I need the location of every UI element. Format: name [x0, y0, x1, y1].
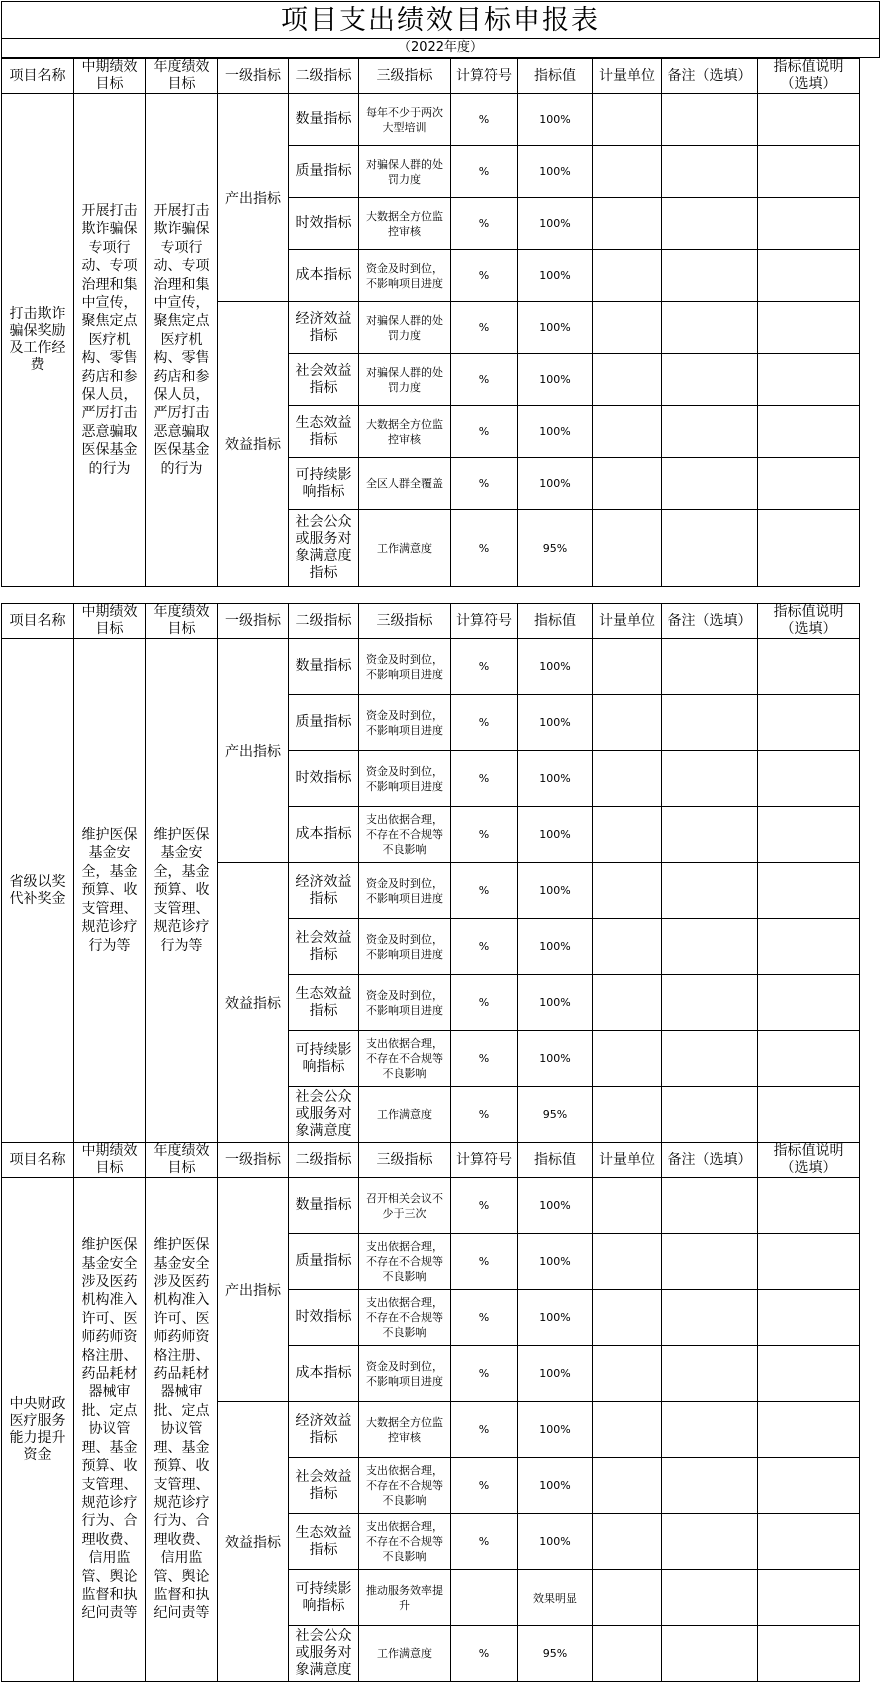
value-note-cell: [758, 250, 860, 302]
value-note-cell: [758, 1626, 860, 1682]
remark-cell: [662, 198, 758, 250]
indicator-value-social: 100%: [518, 1458, 593, 1514]
value-header: 指标值: [518, 59, 593, 94]
calc-symbol-economic: %: [451, 863, 518, 919]
indicator-value-satisfaction: 95%: [518, 1087, 593, 1143]
indicator-value-economic: 100%: [518, 302, 593, 354]
header-row: [2, 604, 860, 639]
level2-indicator-cost: 成本指标: [289, 250, 359, 302]
value-note-cell: [758, 146, 860, 198]
value-note-cell: [758, 1031, 860, 1087]
value-note-cell: [758, 302, 860, 354]
calc-symbol-satisfaction: %: [451, 510, 518, 587]
value-note-cell: [758, 807, 860, 863]
output-indicator-label: 产出指标: [218, 639, 289, 863]
level3-indicator-cost: 资金及时到位，不影响项目进度: [359, 1346, 451, 1402]
unit-cell: [593, 198, 662, 250]
indicator-value-economic: 100%: [518, 863, 593, 919]
indicator-value-timeliness: 100%: [518, 198, 593, 250]
unit-header: 计量单位: [593, 59, 662, 94]
calc-symbol-quality: %: [451, 146, 518, 198]
calc-symbol-count: %: [451, 639, 518, 695]
calc-symbol-sustainable: %: [451, 1031, 518, 1087]
unit-cell: [593, 975, 662, 1031]
mid-term-goal: 开展打击欺诈骗保专项行动、专项治理和集中宣传，聚焦定点医疗机构、零售药店和参保人员，严厉打击恶意骗取医保基金的行为: [74, 94, 146, 587]
remark-cell: [662, 919, 758, 975]
level3-indicator-ecological: 大数据全方位监控审核: [359, 406, 451, 458]
value-note-cell: [758, 1458, 860, 1514]
indicator-value-sustainable: 100%: [518, 1031, 593, 1087]
annual-goal: 开展打击欺诈骗保专项行动、专项治理和集中宣传，聚焦定点医疗机构、零售药店和参保人员，严厉打击恶意骗取医保基金的行为: [146, 94, 218, 587]
unit-cell: [593, 1346, 662, 1402]
unit-cell: [593, 863, 662, 919]
annual-goal-header: 年度绩效目标: [146, 59, 218, 94]
calc-symbol-satisfaction: %: [451, 1626, 518, 1682]
level2-indicator-count: 数量指标: [289, 1178, 359, 1234]
level2-indicator-timeliness: 时效指标: [289, 751, 359, 807]
indicator-value-ecological: 100%: [518, 406, 593, 458]
calc-symbol-timeliness: %: [451, 198, 518, 250]
value-note-cell: [758, 975, 860, 1031]
header-row: [2, 59, 860, 94]
level3-indicator-quality: 支出依据合理，不存在不合规等不良影响: [359, 1234, 451, 1290]
remark-cell: [662, 354, 758, 406]
value-note-cell: [758, 458, 860, 510]
calc-symbol-ecological: %: [451, 406, 518, 458]
indicator-value-quality: 100%: [518, 146, 593, 198]
level3-indicator-quality: 资金及时到位，不影响项目进度: [359, 695, 451, 751]
unit-cell: [593, 1087, 662, 1143]
remark-cell: [662, 1087, 758, 1143]
indicator-value-count: 100%: [518, 1178, 593, 1234]
value-note-cell: [758, 863, 860, 919]
unit-cell: [593, 1570, 662, 1626]
annual-goal-header: 年度绩效目标: [146, 1143, 218, 1178]
annual-goal: 维护医保基金安全，基金预算、收支管理、规范诊疗行为等: [146, 639, 218, 1143]
value-note-cell: [758, 510, 860, 587]
level2-indicator-sustainable: 可持续影响指标: [289, 1031, 359, 1087]
indicator-value-economic: 100%: [518, 1402, 593, 1458]
indicator-value-social: 100%: [518, 919, 593, 975]
indicator-value-cost: 100%: [518, 250, 593, 302]
header-row: [2, 1143, 860, 1178]
mid-term-goal: 维护医保基金安全涉及医药机构准入许可、医师药师资格注册、药品耗材器械审批、定点协议管理、基金预算、收支管理、规范诊疗行为、合理收费、信用监管、舆论监督和执纪问责等: [74, 1178, 146, 1682]
project-name: 打击欺诈骗保奖励及工作经费: [2, 94, 74, 587]
remark-cell: [662, 807, 758, 863]
project-table-1: [1, 58, 860, 587]
calc-symbol-cost: %: [451, 807, 518, 863]
value-header: 指标值: [518, 604, 593, 639]
remark-header: 备注（选填）: [662, 59, 758, 94]
calc-symbol-social: %: [451, 1458, 518, 1514]
indicator-value-satisfaction: 95%: [518, 510, 593, 587]
unit-cell: [593, 751, 662, 807]
level3-indicator-ecological: 支出依据合理，不存在不合规等不良影响: [359, 1514, 451, 1570]
value-note-cell: [758, 354, 860, 406]
indicator-value-timeliness: 100%: [518, 751, 593, 807]
indicator-value-timeliness: 100%: [518, 1290, 593, 1346]
unit-cell: [593, 510, 662, 587]
mid-goal-header: 中期绩效目标: [74, 1143, 146, 1178]
value-note-cell: [758, 695, 860, 751]
annual-goal: 维护医保基金安全涉及医药机构准入许可、医师药师资格注册、药品耗材器械审批、定点协议管理、基金预算、收支管理、规范诊疗行为、合理收费、信用监管、舆论监督和执纪问责等: [146, 1178, 218, 1682]
remark-cell: [662, 1570, 758, 1626]
level2-indicator-economic: 经济效益指标: [289, 1402, 359, 1458]
remark-cell: [662, 639, 758, 695]
unit-cell: [593, 250, 662, 302]
value-note-cell: [758, 1402, 860, 1458]
indicator-value-ecological: 100%: [518, 975, 593, 1031]
output-indicator-label: 产出指标: [218, 94, 289, 302]
unit-cell: [593, 302, 662, 354]
value-note-cell: [758, 1290, 860, 1346]
remark-cell: [662, 1626, 758, 1682]
level2-indicator-quality: 质量指标: [289, 695, 359, 751]
level3-indicator-satisfaction: 工作满意度: [359, 1087, 451, 1143]
value-note-header: 指标值说明（选填）: [758, 59, 860, 94]
project-name-header: 项目名称: [2, 59, 74, 94]
unit-cell: [593, 94, 662, 146]
calc-symbol-economic: %: [451, 1402, 518, 1458]
level2-indicator-quality: 质量指标: [289, 146, 359, 198]
level3-indicator-economic: 资金及时到位，不影响项目进度: [359, 863, 451, 919]
indicator-value-quality: 100%: [518, 695, 593, 751]
indicator-value-cost: 100%: [518, 1346, 593, 1402]
level2-header: 二级指标: [289, 604, 359, 639]
level3-indicator-satisfaction: 工作满意度: [359, 510, 451, 587]
symbol-header: 计算符号: [451, 604, 518, 639]
unit-cell: [593, 1234, 662, 1290]
remark-cell: [662, 510, 758, 587]
unit-cell: [593, 639, 662, 695]
level3-header: 三级指标: [359, 604, 451, 639]
level2-indicator-cost: 成本指标: [289, 807, 359, 863]
table-row: [2, 1178, 860, 1234]
benefit-indicator-label: 效益指标: [218, 863, 289, 1143]
unit-cell: [593, 458, 662, 510]
unit-cell: [593, 1626, 662, 1682]
project-name-header: 项目名称: [2, 1143, 74, 1178]
level3-indicator-quality: 对骗保人群的处罚力度: [359, 146, 451, 198]
level3-indicator-cost: 资金及时到位，不影响项目进度: [359, 250, 451, 302]
level2-indicator-satisfaction: 社会公众或服务对象满意度: [289, 1087, 359, 1143]
calc-symbol-cost: %: [451, 1346, 518, 1402]
level2-indicator-sustainable: 可持续影响指标: [289, 1570, 359, 1626]
unit-header: 计量单位: [593, 604, 662, 639]
symbol-header: 计算符号: [451, 1143, 518, 1178]
indicator-value-cost: 100%: [518, 807, 593, 863]
calc-symbol-sustainable: [451, 1570, 518, 1626]
unit-header: 计量单位: [593, 1143, 662, 1178]
mid-term-goal: 维护医保基金安全，基金预算、收支管理、规范诊疗行为等: [74, 639, 146, 1143]
level2-indicator-satisfaction: 社会公众或服务对象满意度指标: [289, 510, 359, 587]
indicator-value-ecological: 100%: [518, 1514, 593, 1570]
level3-indicator-cost: 支出依据合理，不存在不合规等不良影响: [359, 807, 451, 863]
indicator-value-sustainable: 100%: [518, 458, 593, 510]
remark-cell: [662, 406, 758, 458]
project-name: 省级以奖代补奖金: [2, 639, 74, 1143]
remark-cell: [662, 1031, 758, 1087]
value-note-header: 指标值说明（选填）: [758, 1143, 860, 1178]
value-note-header: 指标值说明（选填）: [758, 604, 860, 639]
calc-symbol-social: %: [451, 919, 518, 975]
level2-indicator-social: 社会效益指标: [289, 919, 359, 975]
level3-header: 三级指标: [359, 1143, 451, 1178]
unit-cell: [593, 1178, 662, 1234]
level1-header: 一级指标: [218, 604, 289, 639]
unit-cell: [593, 406, 662, 458]
value-note-cell: [758, 406, 860, 458]
level2-indicator-count: 数量指标: [289, 639, 359, 695]
unit-cell: [593, 354, 662, 406]
level2-header: 二级指标: [289, 59, 359, 94]
calc-symbol-ecological: %: [451, 1514, 518, 1570]
remark-header: 备注（选填）: [662, 1143, 758, 1178]
level2-indicator-economic: 经济效益指标: [289, 863, 359, 919]
benefit-indicator-label: 效益指标: [218, 302, 289, 587]
level2-header: 二级指标: [289, 1143, 359, 1178]
calc-symbol-economic: %: [451, 302, 518, 354]
page-subtitle: （2022年度）: [1, 38, 880, 58]
calc-symbol-ecological: %: [451, 975, 518, 1031]
level2-indicator-economic: 经济效益指标: [289, 302, 359, 354]
project-name-header: 项目名称: [2, 604, 74, 639]
unit-cell: [593, 919, 662, 975]
unit-cell: [593, 1514, 662, 1570]
remark-cell: [662, 1458, 758, 1514]
benefit-indicator-label: 效益指标: [218, 1402, 289, 1682]
level3-indicator-social: 支出依据合理，不存在不合规等不良影响: [359, 1458, 451, 1514]
unit-cell: [593, 146, 662, 198]
level3-indicator-sustainable: 全区人群全覆盖: [359, 458, 451, 510]
level2-indicator-social: 社会效益指标: [289, 1458, 359, 1514]
level2-indicator-ecological: 生态效益指标: [289, 406, 359, 458]
calc-symbol-cost: %: [451, 250, 518, 302]
level2-indicator-timeliness: 时效指标: [289, 198, 359, 250]
remark-cell: [662, 695, 758, 751]
indicator-value-count: 100%: [518, 94, 593, 146]
level3-indicator-count: 资金及时到位，不影响项目进度: [359, 639, 451, 695]
remark-cell: [662, 1178, 758, 1234]
remark-cell: [662, 302, 758, 354]
value-header: 指标值: [518, 1143, 593, 1178]
calc-symbol-timeliness: %: [451, 751, 518, 807]
calc-symbol-timeliness: %: [451, 1290, 518, 1346]
value-note-cell: [758, 1570, 860, 1626]
calc-symbol-satisfaction: %: [451, 1087, 518, 1143]
level2-indicator-ecological: 生态效益指标: [289, 1514, 359, 1570]
level3-indicator-count: 每年不少于两次大型培训: [359, 94, 451, 146]
calc-symbol-sustainable: %: [451, 458, 518, 510]
unit-cell: [593, 1031, 662, 1087]
remark-cell: [662, 458, 758, 510]
level3-indicator-social: 对骗保人群的处罚力度: [359, 354, 451, 406]
calc-symbol-count: %: [451, 1178, 518, 1234]
mid-goal-header: 中期绩效目标: [74, 604, 146, 639]
calc-symbol-quality: %: [451, 1234, 518, 1290]
level2-indicator-quality: 质量指标: [289, 1234, 359, 1290]
level3-indicator-satisfaction: 工作满意度: [359, 1626, 451, 1682]
page-title: 项目支出绩效目标申报表: [1, 1, 880, 38]
project-name: 中央财政医疗服务能力提升资金: [2, 1178, 74, 1682]
level3-indicator-ecological: 资金及时到位，不影响项目进度: [359, 975, 451, 1031]
indicator-value-social: 100%: [518, 354, 593, 406]
level2-indicator-cost: 成本指标: [289, 1346, 359, 1402]
level2-indicator-social: 社会效益指标: [289, 354, 359, 406]
level3-indicator-economic: 大数据全方位监控审核: [359, 1402, 451, 1458]
level3-indicator-economic: 对骗保人群的处罚力度: [359, 302, 451, 354]
level3-indicator-sustainable: 支出依据合理，不存在不合规等不良影响: [359, 1031, 451, 1087]
level1-header: 一级指标: [218, 1143, 289, 1178]
value-note-cell: [758, 1178, 860, 1234]
remark-cell: [662, 1290, 758, 1346]
indicator-value-sustainable: 效果明显: [518, 1570, 593, 1626]
output-indicator-label: 产出指标: [218, 1178, 289, 1402]
unit-cell: [593, 1290, 662, 1346]
remark-cell: [662, 94, 758, 146]
annual-goal-header: 年度绩效目标: [146, 604, 218, 639]
remark-cell: [662, 1514, 758, 1570]
unit-cell: [593, 807, 662, 863]
table-row: [2, 639, 860, 695]
value-note-cell: [758, 1234, 860, 1290]
remark-cell: [662, 975, 758, 1031]
level3-indicator-sustainable: 推动服务效率提升: [359, 1570, 451, 1626]
value-note-cell: [758, 94, 860, 146]
level2-indicator-ecological: 生态效益指标: [289, 975, 359, 1031]
project-table-3: [1, 1142, 860, 1682]
level2-indicator-satisfaction: 社会公众或服务对象满意度: [289, 1626, 359, 1682]
level3-indicator-timeliness: 支出依据合理，不存在不合规等不良影响: [359, 1290, 451, 1346]
mid-goal-header: 中期绩效目标: [74, 59, 146, 94]
table-row: [2, 94, 860, 146]
indicator-value-quality: 100%: [518, 1234, 593, 1290]
unit-cell: [593, 1402, 662, 1458]
remark-cell: [662, 146, 758, 198]
project-table-2: [1, 603, 860, 1143]
calc-symbol-count: %: [451, 94, 518, 146]
value-note-cell: [758, 751, 860, 807]
level3-indicator-social: 资金及时到位，不影响项目进度: [359, 919, 451, 975]
value-note-cell: [758, 1346, 860, 1402]
value-note-cell: [758, 198, 860, 250]
remark-cell: [662, 1402, 758, 1458]
level2-indicator-sustainable: 可持续影响指标: [289, 458, 359, 510]
level3-indicator-timeliness: 大数据全方位监控审核: [359, 198, 451, 250]
remark-cell: [662, 1346, 758, 1402]
symbol-header: 计算符号: [451, 59, 518, 94]
level2-indicator-count: 数量指标: [289, 94, 359, 146]
remark-cell: [662, 863, 758, 919]
remark-cell: [662, 751, 758, 807]
level2-indicator-timeliness: 时效指标: [289, 1290, 359, 1346]
calc-symbol-social: %: [451, 354, 518, 406]
level3-header: 三级指标: [359, 59, 451, 94]
value-note-cell: [758, 919, 860, 975]
value-note-cell: [758, 1087, 860, 1143]
indicator-value-count: 100%: [518, 639, 593, 695]
remark-cell: [662, 1234, 758, 1290]
unit-cell: [593, 695, 662, 751]
level1-header: 一级指标: [218, 59, 289, 94]
indicator-value-satisfaction: 95%: [518, 1626, 593, 1682]
level3-indicator-count: 召开相关会议不少于三次: [359, 1178, 451, 1234]
remark-cell: [662, 250, 758, 302]
level3-indicator-timeliness: 资金及时到位，不影响项目进度: [359, 751, 451, 807]
calc-symbol-quality: %: [451, 695, 518, 751]
remark-header: 备注（选填）: [662, 604, 758, 639]
value-note-cell: [758, 639, 860, 695]
value-note-cell: [758, 1514, 860, 1570]
unit-cell: [593, 1458, 662, 1514]
